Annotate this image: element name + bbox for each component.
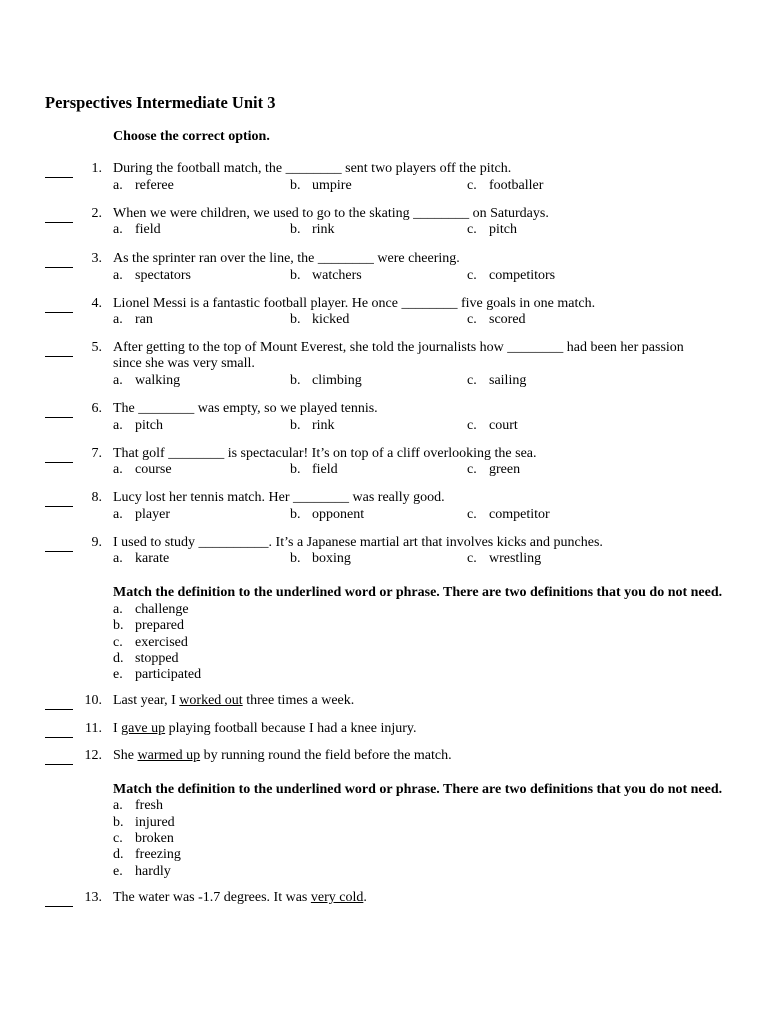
question-number: 10. [84, 693, 102, 708]
stem-before: She [113, 748, 138, 763]
stem-after: three times a week. [242, 693, 355, 708]
question-number: 3. [91, 251, 102, 266]
stem-before: I [113, 721, 122, 736]
question-number: 8. [91, 490, 102, 505]
definition-item: stopped [135, 651, 179, 666]
option-letter: a. [113, 178, 123, 193]
option-a: course [135, 462, 172, 477]
underlined-phrase: worked out [179, 693, 243, 708]
question-number: 13. [84, 890, 102, 905]
option-letter: c. [467, 418, 477, 433]
question-stem: As the sprinter ran over the line, the ________ were cheering. [113, 251, 460, 266]
definition-item: participated [135, 667, 202, 682]
option-c: scored [489, 312, 526, 327]
option-a: walking [135, 373, 181, 388]
option-letter: b. [290, 418, 301, 433]
question-stem: The ________ was empty, so we played tennis. [113, 401, 378, 416]
option-c: court [489, 418, 518, 433]
definition-letter: e. [113, 667, 123, 682]
definition-letter: c. [113, 831, 123, 846]
stem-after: . [363, 890, 367, 905]
option-a: ran [135, 312, 153, 327]
question-number: 11. [85, 721, 102, 736]
definition-item: broken [135, 831, 174, 846]
option-letter: c. [467, 312, 477, 327]
underlined-phrase: very cold [310, 890, 364, 905]
option-letter: b. [290, 222, 301, 237]
option-a: player [135, 507, 170, 522]
option-a: referee [135, 178, 174, 193]
option-letter: b. [290, 551, 301, 566]
question-stem: I used to study __________. It’s a Japanese martial art that involves kicks and punches. [113, 535, 603, 550]
option-b: opponent [312, 507, 365, 522]
question-stem [113, 890, 713, 906]
definition-letter: b. [113, 618, 124, 633]
stem-before: The water was -1.7 degrees. It was [113, 890, 311, 905]
question-stem [113, 721, 713, 737]
option-letter: c. [467, 222, 477, 237]
option-letter: b. [290, 268, 301, 283]
definition-item: prepared [135, 618, 184, 633]
section-2-instruction: Match the definition to the underlined word or phrase. There are two definitions that you do not need. [113, 585, 723, 600]
option-letter: a. [113, 507, 123, 522]
option-a: karate [135, 551, 170, 566]
section-1-instruction: Choose the correct option. [113, 129, 270, 144]
question-number: 7. [91, 446, 102, 461]
option-b: rink [312, 222, 335, 237]
question-stem: Lionel Messi is a fantastic football player. He once ________ five goals in one match. [113, 296, 596, 311]
option-letter: b. [290, 462, 301, 477]
underlined-phrase: warmed up [137, 748, 201, 763]
definition-item: fresh [135, 798, 163, 813]
option-c: competitors [489, 268, 556, 283]
option-c: pitch [489, 222, 517, 237]
definition-letter: e. [113, 864, 123, 879]
option-b: boxing [312, 551, 351, 566]
question-stem [113, 693, 713, 709]
option-letter: a. [113, 373, 123, 388]
option-c: wrestling [489, 551, 542, 566]
option-b: kicked [312, 312, 350, 327]
option-letter: c. [467, 178, 477, 193]
option-letter: a. [113, 268, 123, 283]
option-letter: c. [467, 551, 477, 566]
question-number: 4. [91, 296, 102, 311]
question-number: 9. [91, 535, 102, 550]
option-b: rink [312, 418, 335, 433]
option-c: green [489, 462, 521, 477]
definition-letter: d. [113, 847, 124, 862]
option-letter: b. [290, 312, 301, 327]
option-b: umpire [312, 178, 352, 193]
option-b: watchers [312, 268, 362, 283]
option-letter: a. [113, 462, 123, 477]
option-letter: c. [467, 373, 477, 388]
option-b: field [312, 462, 338, 477]
stem-after: by running round the field before the match. [200, 748, 452, 763]
question-number: 12. [84, 748, 102, 763]
definition-letter: c. [113, 635, 123, 650]
definition-item: hardly [135, 864, 171, 879]
underlined-phrase: gave up [121, 721, 166, 736]
option-letter: a. [113, 418, 123, 433]
question-stem: After getting to the top of Mount Everest, she told the journalists how ________ had been her passion since she was very small. [113, 340, 684, 371]
question-number: 1. [91, 161, 102, 176]
question-stem: That golf ________ is spectacular! It’s on top of a cliff overlooking the sea. [113, 446, 537, 461]
stem-after: playing football because I had a knee injury. [165, 721, 417, 736]
option-letter: c. [467, 507, 477, 522]
section-3-instruction: Match the definition to the underlined word or phrase. There are two definitions that you do not need. [113, 782, 723, 797]
option-letter: a. [113, 222, 123, 237]
option-letter: b. [290, 178, 301, 193]
option-letter: c. [467, 268, 477, 283]
stem-before: Last year, I [113, 693, 180, 708]
question-stem: When we were children, we used to go to the skating ________ on Saturdays. [113, 206, 549, 221]
question-stem [113, 748, 713, 764]
definition-item: challenge [135, 602, 189, 617]
question-number: 2. [91, 206, 102, 221]
option-c: footballer [489, 178, 544, 193]
option-c: competitor [489, 507, 550, 522]
question-number: 5. [91, 340, 102, 355]
option-letter: b. [290, 373, 301, 388]
question-stem: Lucy lost her tennis match. Her ________ was really good. [113, 490, 445, 505]
definition-letter: d. [113, 651, 124, 666]
question-stem: During the football match, the ________ sent two players off the pitch. [113, 161, 512, 176]
option-a: field [135, 222, 161, 237]
definition-letter: b. [113, 815, 124, 830]
definition-item: exercised [135, 635, 188, 650]
option-a: pitch [135, 418, 163, 433]
question-number: 6. [91, 401, 102, 416]
definition-letter: a. [113, 602, 123, 617]
option-b: climbing [312, 373, 362, 388]
definition-item: freezing [135, 847, 181, 862]
definition-item: injured [135, 815, 175, 830]
definition-letter: a. [113, 798, 123, 813]
option-letter: b. [290, 507, 301, 522]
option-letter: c. [467, 462, 477, 477]
page-title: Perspectives Intermediate Unit 3 [45, 93, 276, 112]
option-letter: a. [113, 551, 123, 566]
option-letter: a. [113, 312, 123, 327]
option-c: sailing [489, 373, 527, 388]
option-a: spectators [135, 268, 191, 283]
